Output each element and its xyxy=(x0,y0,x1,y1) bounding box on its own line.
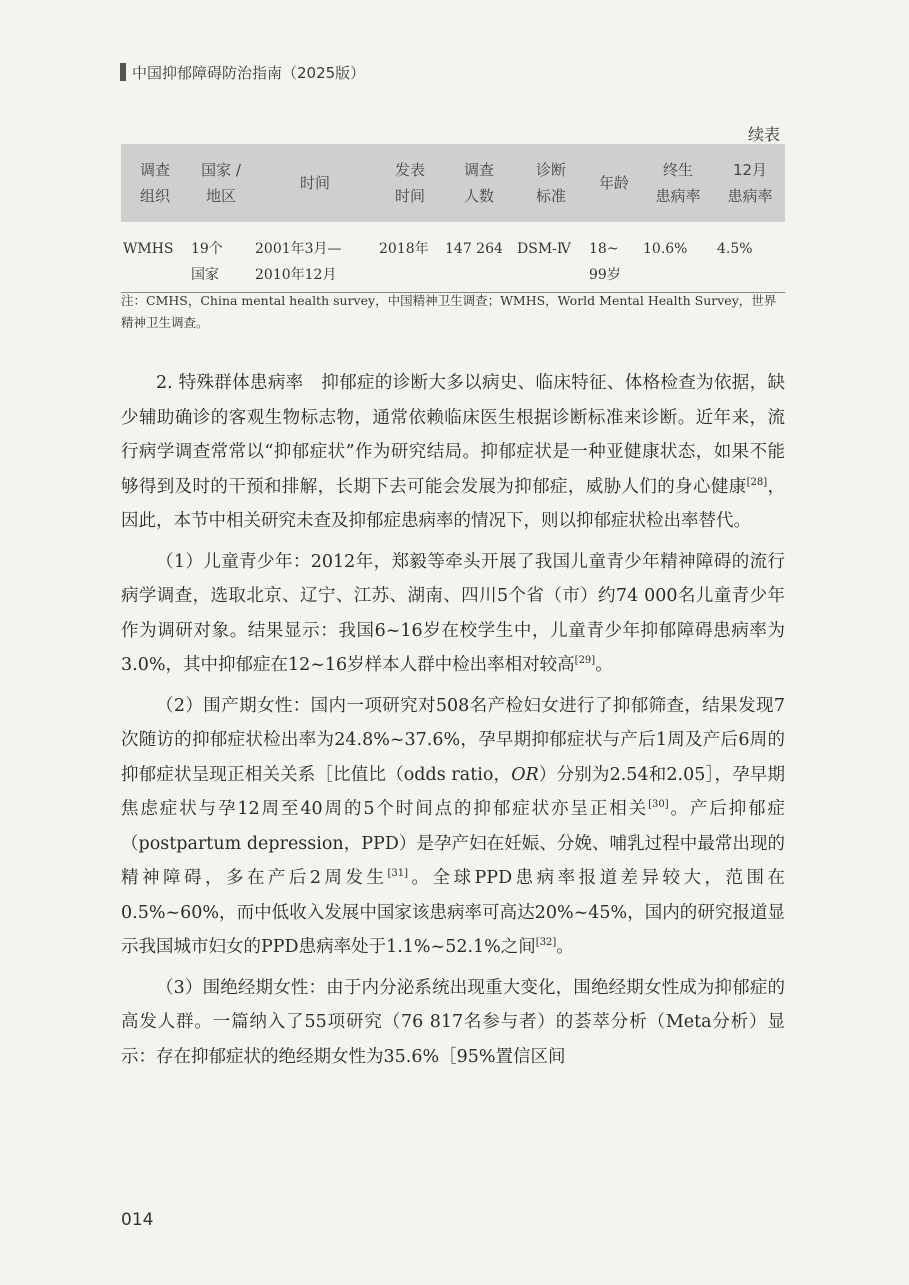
table-column-header xyxy=(377,144,443,222)
table-column-header xyxy=(189,144,253,222)
paragraph-text: （1）儿童青少年：2012年，郑毅等牵头开展了我国儿童青少年精神障碍的流行病学调查，选取北京、辽宁、江苏、湖南、四川5个省（市）约74 000名儿童青少年作为调研对象。结果显示：我国6~16岁在校学生中，儿童青少年抑郁障碍患病率为3.0%，其中抑郁症在12~16岁样本人群中检出率相对较高 xyxy=(121,551,785,675)
column-header-line: 组织 xyxy=(139,187,170,205)
paragraph-text: 2. 特殊群体患病率 抑郁症的诊断大多以病史、临床特征、体格检查为依据，缺少辅助确诊的客观生物标志物，通常依赖临床医生根据诊断标准来诊断。近年来，流行病学调查常常以“抑郁症状”作为研究结局。抑郁症状是一种亚健康状态，如果不能够得到及时的干预和排解，长期下去可能会发展为抑郁症，威胁人们的身心健康 xyxy=(121,373,785,497)
citation: [28] xyxy=(746,476,768,488)
citation: [30] xyxy=(648,799,669,811)
paragraph-special-groups xyxy=(121,366,785,539)
cell-line: 18~ xyxy=(589,241,619,257)
table-column-header xyxy=(443,144,515,222)
paragraph-text: 。全球PPD患病率报道差异较大，范围在0.5%~60%，而中低收入发展中国家该患病率可高达20%~45%，国内的研究报道显示我国城市妇女的PPD患病率处于1.1%~52.1%之间 xyxy=(121,868,785,957)
column-header-line: 调查 xyxy=(463,161,494,179)
table-cell xyxy=(587,222,641,292)
column-header-line: 年龄 xyxy=(598,174,629,192)
cell-line: 10.6% xyxy=(643,241,688,257)
table-column-header xyxy=(587,144,641,222)
column-header-line: 人数 xyxy=(463,187,494,205)
paragraph-perimenopausal-women xyxy=(121,971,785,1075)
column-header-line: 国家 / xyxy=(201,161,241,179)
table-cell xyxy=(121,222,189,292)
paragraph-perinatal-women xyxy=(121,689,785,965)
table-header-row xyxy=(121,144,785,222)
page-number: 014 xyxy=(121,1210,154,1230)
data-table xyxy=(121,144,785,293)
table-cell xyxy=(641,222,715,292)
cell-line: 2018年 xyxy=(379,241,429,257)
column-header-line: 调查 xyxy=(139,161,170,179)
cell-line: 147 264 xyxy=(445,241,503,257)
header-title: 中国抑郁障碍防治指南（2025版） xyxy=(132,63,366,82)
table-column-header xyxy=(715,144,785,222)
paragraph-text: 。 xyxy=(556,937,574,957)
odds-ratio-abbr: OR xyxy=(511,764,539,785)
table-column-header xyxy=(253,144,377,222)
paragraph-text: 。产后抑郁症（postpartum depression，PPD）是孕产妇在妊娠、分娩、哺乳过程中最常出现的精神障碍，多在产后2周发生 xyxy=(121,799,786,888)
column-header-line: 时间 xyxy=(394,187,425,205)
table-cell xyxy=(515,222,587,292)
table-cell xyxy=(253,222,377,292)
table-cell xyxy=(715,222,785,292)
paragraph-children-adolescents xyxy=(121,545,785,683)
cell-line: 国家 xyxy=(191,267,219,283)
citation: [32] xyxy=(535,937,557,949)
table-cell xyxy=(443,222,515,292)
cell-line: DSM-Ⅳ xyxy=(517,241,571,257)
cell-line: 4.5% xyxy=(717,241,753,257)
table-cell xyxy=(189,222,253,292)
cell-line: 2001年3月— xyxy=(255,241,342,257)
column-header-line: 发表 xyxy=(394,161,425,179)
cell-line: 19个 xyxy=(191,241,223,257)
column-header-line: 患病率 xyxy=(655,187,701,205)
column-header-line: 时间 xyxy=(299,174,330,192)
paragraph-text: （3）围绝经期女性：由于内分泌系统出现重大变化，围绝经期女性成为抑郁症的高发人群。一篇纳入了55项研究（76 817名参与者）的荟萃分析（Meta分析）显示：存在抑郁症状的绝经期女性为35.6%［95%置信区间 xyxy=(121,977,785,1067)
table-row xyxy=(121,222,785,292)
column-header-line: 终生 xyxy=(662,161,693,179)
table-note: 注：CMHS，China mental health survey，中国精神卫生调查；WMHS，World Mental Health Survey，世界精神卫生调查。 xyxy=(121,293,777,330)
column-header-line: 标准 xyxy=(535,187,566,205)
body-text xyxy=(121,366,785,1080)
citation: [31] xyxy=(387,868,409,880)
table-column-header xyxy=(641,144,715,222)
paragraph-text: （2）围产期女性：国内一项研究对508名产检妇女进行了抑郁筛查，结果发现7次随访的抑郁症状检出率为24.8%~37.6%，孕早期抑郁症状与产后1周及产后6周的抑郁症状呈现正相关关系［比值比（odds ratio， xyxy=(121,695,785,785)
running-header xyxy=(120,60,365,84)
paragraph-text: ）分别为2.54和2.05］，孕早期焦虑症状与孕12周至40周的5个时间点的抑郁症状亦呈正相关 xyxy=(121,764,785,819)
table-continued-label: 续表 xyxy=(747,125,780,144)
table-cell xyxy=(377,222,443,292)
paragraph-text: ，因此，本节中相关研究未查及抑郁症患病率的情况下，则以抑郁症状检出率替代。 xyxy=(121,476,785,531)
paragraph-text: 。 xyxy=(595,655,613,675)
column-header-line: 地区 xyxy=(205,187,236,205)
column-header-line: 12月 xyxy=(732,161,768,179)
column-header-line: 诊断 xyxy=(535,161,566,179)
cell-line: 99岁 xyxy=(589,267,621,283)
cell-line: 2010年12月 xyxy=(255,267,337,283)
citation: [29] xyxy=(574,655,596,667)
header-marker-bar xyxy=(120,63,126,81)
table-column-header xyxy=(515,144,587,222)
cell-line: WMHS xyxy=(123,241,174,257)
table-column-header xyxy=(121,144,189,222)
column-header-line: 患病率 xyxy=(727,187,773,205)
